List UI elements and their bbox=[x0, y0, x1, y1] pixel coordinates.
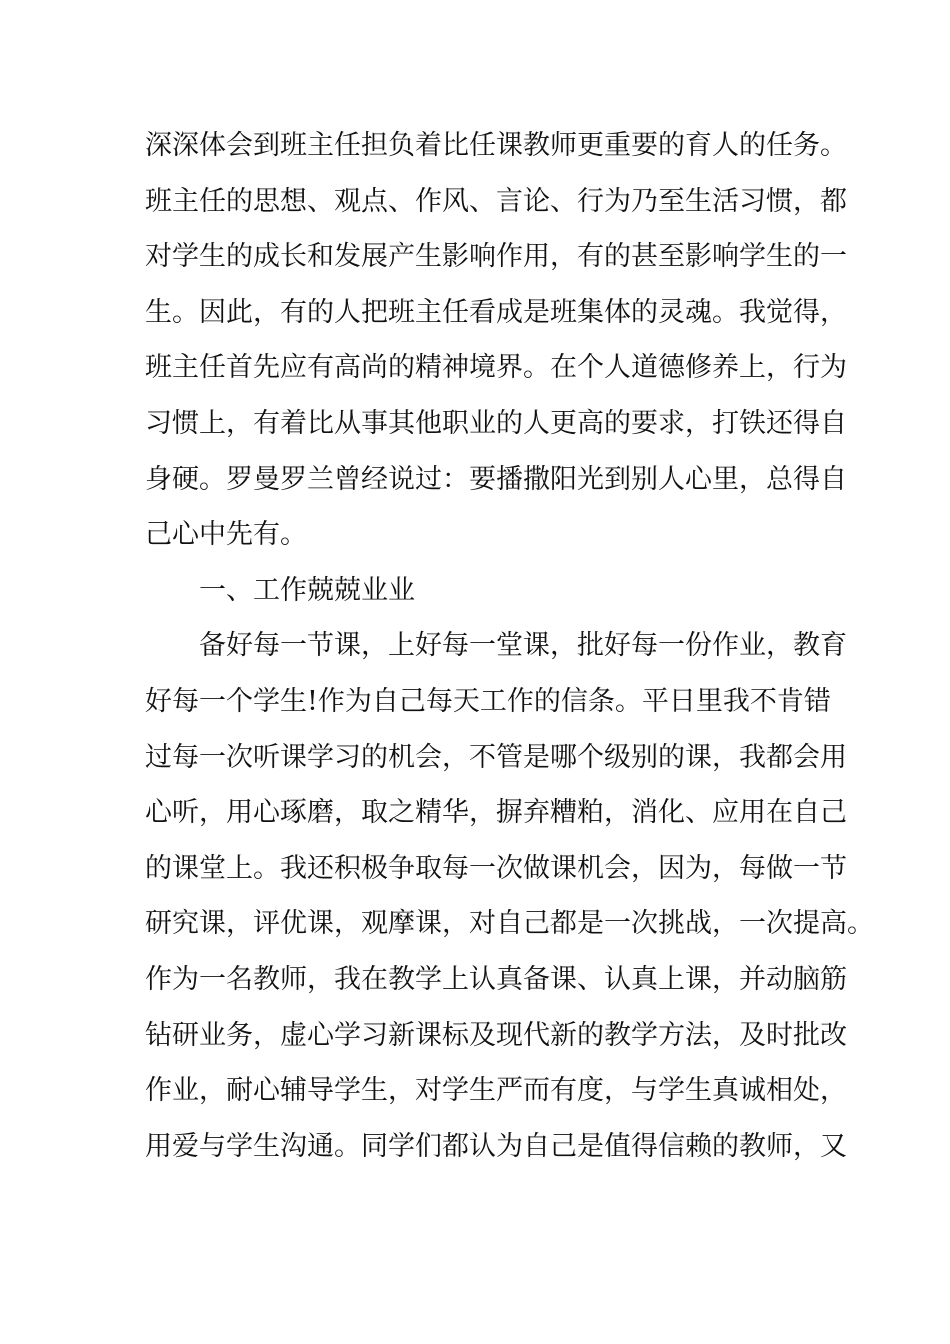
text-line: 用爱与学生沟通。同学们都认为自己是值得信赖的教师，又 bbox=[145, 1130, 847, 1162]
text-line: 班主任的思想、观点、作风、言论、行为乃至生活习惯，都 bbox=[145, 185, 847, 217]
text-line: 作为一名教师，我在教学上认真备课、认真上课，并动脑筋 bbox=[145, 963, 847, 995]
text-line: 对学生的成长和发展产生影响作用，有的甚至影响学生的一 bbox=[145, 241, 847, 273]
text-line: 过每一次听课学习的机会，不管是哪个级别的课，我都会用 bbox=[145, 741, 847, 773]
text-line: 的课堂上。我还积极争取每一次做课机会，因为，每做一节 bbox=[145, 852, 847, 884]
body-text bbox=[145, 118, 874, 1174]
text-line: 研究课，评优课，观摩课，对自己都是一次挑战，一次提高。 bbox=[145, 908, 874, 940]
section-heading: 一、工作兢兢业业 bbox=[199, 574, 415, 606]
text-line: 习惯上，有着比从事其他职业的人更高的要求，打铁还得自 bbox=[145, 407, 847, 439]
text-line: 己心中先有。 bbox=[145, 519, 307, 551]
text-line: 生。因此，有的人把班主任看成是班集体的灵魂。我觉得， bbox=[145, 296, 847, 328]
text-line: 身硬。罗曼罗兰曾经说过：要播撒阳光到别人心里，总得自 bbox=[145, 463, 847, 495]
text-line: 钻研业务，虚心学习新课标及现代新的教学方法，及时批改 bbox=[145, 1019, 847, 1051]
text-line: 班主任首先应有高尚的精神境界。在个人道德修养上，行为 bbox=[145, 352, 847, 384]
text-line: 备好每一节课，上好每一堂课，批好每一份作业，教育 bbox=[199, 630, 847, 662]
text-line: 好每一个学生!作为自己每天工作的信条。平日里我不肯错 bbox=[145, 685, 831, 717]
text-line: 深深体会到班主任担负着比任课教师更重要的育人的任务。 bbox=[145, 130, 847, 161]
text-line: 心听，用心琢磨，取之精华，摒弃糟粕，消化、应用在自己 bbox=[145, 797, 847, 829]
text-line: 作业，耐心辅导学生，对学生严而有度，与学生真诚相处， bbox=[145, 1075, 847, 1107]
